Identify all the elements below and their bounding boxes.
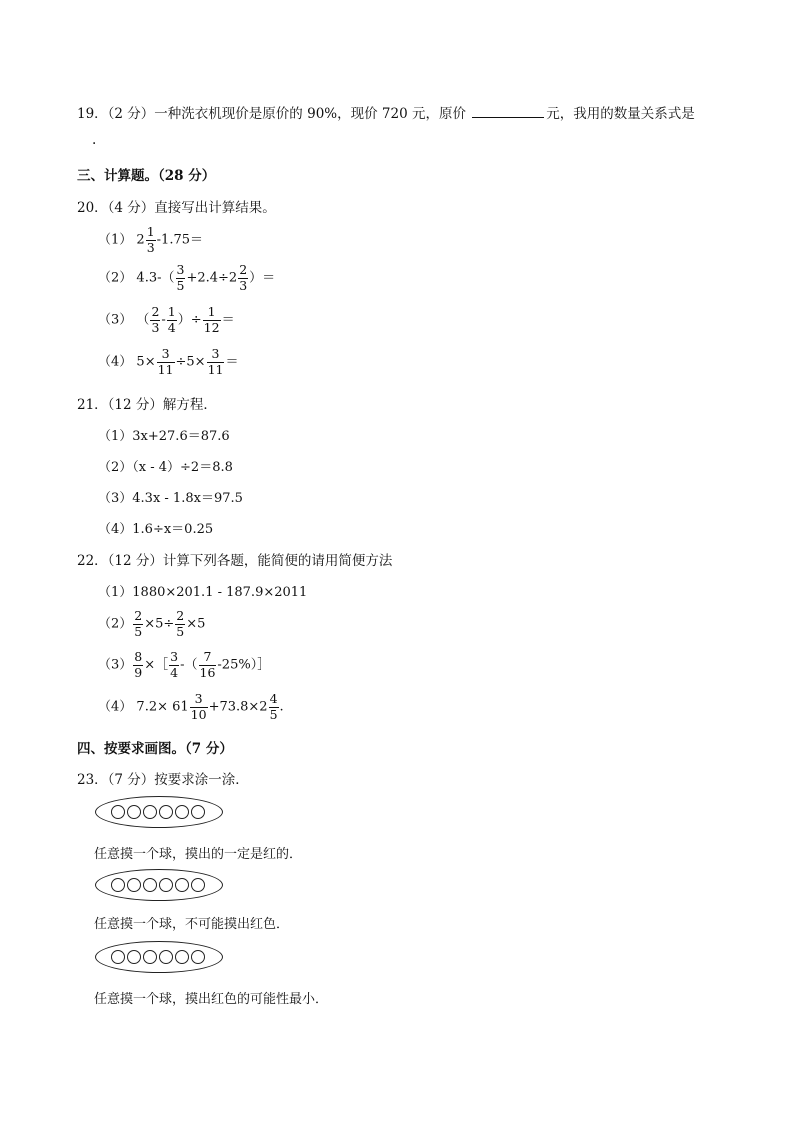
ball-bag-3 bbox=[95, 941, 223, 973]
q20-item-2-fraction-2: $\frac{2}{3}$ bbox=[239, 262, 248, 293]
q20-item-2 bbox=[98, 264, 275, 292]
q22-item-4-label: （4） bbox=[98, 699, 133, 715]
q20-item-3-fraction-3: $\frac{1}{12}$ bbox=[203, 304, 220, 335]
q20-title: 20．（4 分）直接写出计算结果。 bbox=[77, 200, 276, 216]
q20-item-4-fraction-1: $\frac{3}{11}$ bbox=[157, 346, 174, 377]
q22-item-3-fraction-2: $\frac{3}{4}$ bbox=[170, 649, 179, 680]
q22-item-3-part-c: -25%）］ bbox=[217, 657, 271, 673]
q20-item-1-rest: -1.75＝ bbox=[156, 232, 203, 248]
ball-circle[interactable] bbox=[175, 950, 189, 964]
ball-circle[interactable] bbox=[191, 878, 205, 892]
q22-item-4-part-b: +73.8×2 bbox=[208, 699, 268, 715]
q23-caption-2: 任意摸一个球，不可能摸出红色． bbox=[94, 917, 290, 932]
q20-item-2-fraction-1: $\frac{3}{5}$ bbox=[176, 262, 185, 293]
q20-item-2-part-a: 4.3-（ bbox=[136, 270, 175, 286]
q20-item-3-part-c: ）÷ bbox=[177, 312, 202, 328]
q20-item-1-whole: 2 bbox=[136, 232, 145, 248]
q23-title: 23．（7 分）按要求涂一涂． bbox=[77, 772, 249, 788]
q20-item-3-label: （3） bbox=[98, 312, 133, 328]
q20-item-4-part-b: ÷5× bbox=[175, 354, 206, 370]
q22-item-4 bbox=[98, 693, 284, 721]
ball-circle[interactable] bbox=[175, 878, 189, 892]
ball-circle[interactable] bbox=[111, 805, 125, 819]
ball-circle[interactable] bbox=[127, 878, 141, 892]
q22-item-4-part-c: . bbox=[279, 699, 284, 715]
q20-item-3-fraction-2: $\frac{1}{4}$ bbox=[167, 304, 176, 335]
q20-item-2-label: （2） bbox=[98, 270, 133, 286]
ball-circle[interactable] bbox=[127, 805, 141, 819]
q20-item-1 bbox=[98, 226, 203, 254]
q20-item-2-part-c: ）＝ bbox=[249, 270, 276, 286]
q22-item-3-label: （3） bbox=[98, 657, 133, 673]
q22-item-2 bbox=[98, 610, 205, 638]
ball-circle[interactable] bbox=[159, 950, 173, 964]
q19-line bbox=[77, 102, 695, 122]
q21-title: 21．（12 分）解方程． bbox=[77, 397, 217, 413]
q19-text-a: 19．（2 分）一种洗衣机现价是原价的 90%，现价 720 元，原价 bbox=[77, 106, 466, 122]
q20-item-3-part-b: - bbox=[161, 312, 166, 328]
q22-item-2-fraction-1: $\frac{2}{5}$ bbox=[134, 608, 143, 639]
ball-bag-2 bbox=[95, 869, 223, 901]
q20-item-2-part-b: +2.4÷2 bbox=[186, 270, 238, 286]
ball-bag-1 bbox=[95, 796, 223, 828]
q22-item-2-part-b: ×5 bbox=[186, 616, 206, 632]
q22-item-4-fraction-1: $\frac{3}{10}$ bbox=[190, 691, 207, 722]
q21-item-1: （1）3x+27.6＝87.6 bbox=[98, 429, 230, 444]
q22-item-3 bbox=[98, 651, 270, 679]
q20-item-1-fraction: $\frac{1}{3}$ bbox=[146, 224, 155, 255]
q20-item-4-part-a: 5× bbox=[136, 354, 156, 370]
q19-text-b: 元，我用的数量关系式是 bbox=[546, 106, 695, 122]
ball-circle[interactable] bbox=[159, 805, 173, 819]
q19-blank-end: . bbox=[92, 132, 97, 148]
q19-answer-blank[interactable] bbox=[472, 105, 544, 118]
q22-item-2-fraction-2: $\frac{2}{5}$ bbox=[176, 608, 185, 639]
q21-item-4: （4）1.6÷x＝0.25 bbox=[98, 522, 214, 537]
q22-item-4-fraction-2: $\frac{4}{5}$ bbox=[269, 691, 278, 722]
ball-circle[interactable] bbox=[143, 950, 157, 964]
ball-circle[interactable] bbox=[191, 805, 205, 819]
q22-item-3-part-a: ×［ bbox=[144, 657, 169, 673]
q22-item-2-part-a: ×5÷ bbox=[144, 616, 175, 632]
q22-item-3-part-b: -（ bbox=[180, 657, 198, 673]
ball-circle[interactable] bbox=[191, 950, 205, 964]
ball-circle[interactable] bbox=[175, 805, 189, 819]
q21-item-3: （3）4.3x - 1.8x＝97.5 bbox=[98, 491, 243, 506]
q20-item-4 bbox=[98, 348, 238, 376]
ball-circle[interactable] bbox=[111, 878, 125, 892]
q20-item-3-part-e: ＝ bbox=[221, 312, 235, 328]
q22-item-3-fraction-3: $\frac{7}{16}$ bbox=[199, 649, 216, 680]
q23-caption-3: 任意摸一个球，摸出红色的可能性最小． bbox=[94, 992, 329, 1007]
q20-item-4-part-c: ＝ bbox=[225, 354, 239, 370]
q22-item-3-fraction-1: $\frac{8}{9}$ bbox=[134, 649, 143, 680]
q20-item-3-part-a: （ bbox=[136, 312, 150, 328]
ball-circle[interactable] bbox=[127, 950, 141, 964]
ball-circle[interactable] bbox=[143, 805, 157, 819]
q22-item-2-label: （2） bbox=[98, 616, 133, 632]
q22-item-1: （1）1880×201.1 - 187.9×2011 bbox=[98, 585, 308, 600]
section-4-title: 四、按要求画图。（7 分） bbox=[77, 741, 233, 757]
section-3-title: 三、计算题。（28 分） bbox=[77, 168, 216, 184]
q20-item-4-fraction-2: $\frac{3}{11}$ bbox=[207, 346, 224, 377]
ball-circle[interactable] bbox=[143, 878, 157, 892]
q23-caption-1: 任意摸一个球，摸出的一定是红的． bbox=[94, 847, 303, 862]
q20-item-4-label: （4） bbox=[98, 354, 133, 370]
q20-item-3 bbox=[98, 306, 235, 334]
q22-item-4-part-a: 7.2× 61 bbox=[136, 699, 189, 715]
q20-item-3-fraction-1: $\frac{2}{3}$ bbox=[151, 304, 160, 335]
ball-circle[interactable] bbox=[111, 950, 125, 964]
q20-item-1-label: （1） bbox=[98, 232, 133, 248]
q22-title: 22．（12 分）计算下列各题，能简便的请用简便方法 bbox=[77, 553, 393, 569]
q21-item-2: （2）（x - 4）÷2＝8.8 bbox=[98, 460, 233, 475]
ball-circle[interactable] bbox=[159, 878, 173, 892]
